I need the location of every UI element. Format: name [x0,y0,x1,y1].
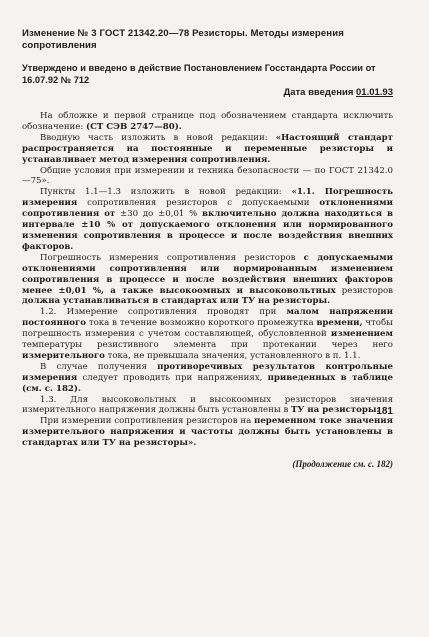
text-run: В случае получения [40,361,158,372]
text-run: сопротивления резисторов с допускаемыми [77,198,320,209]
text-run-bold: «Настоящий стандарт распространяется на постоянные и переменные резисторы и устанавливает метод измерения сопротивления. [22,132,393,165]
document-body [22,111,393,449]
text-run: резисторов [335,285,393,296]
text-run-bold: времени, [316,318,363,329]
paragraph-ac-measurement [22,416,393,449]
text-run: 1.3. Для высоковольтных и высокоомных резисторов значения измерительного напряжения должны быть установлены в [22,394,393,416]
text-run: тока, не превышала значения, установленного в п. 1.1. [104,350,361,361]
paragraph-error-high-precision [22,253,393,308]
paragraph-cover [22,111,393,133]
text-run-bold: переменном токе значения измерительного напряжения и частоты должны быть установлены в стандартах или ТУ на резисторы». [22,416,394,449]
text-run: 1.2. Измерение сопротивления проводят при [40,307,287,318]
paragraph-general-conditions: Общие условия при измерении и техника безопасности — по ГОСТ 21342.0—75». [22,165,393,187]
introduction-date [22,87,393,99]
text-run-bold: изменением [330,329,393,340]
paragraph-item-1-3 [22,395,393,417]
text-run: ±30 до ±0,01 % [115,209,203,220]
page-number: 181 [376,406,393,417]
introduction-date-value: 01.01.93 [356,87,393,98]
text-run: следует проводить при напряжениях, [77,372,268,383]
text-run: температуры резистивного элемента при протекании через него [22,340,393,351]
text-run-bold: ТУ на резисторы. [291,405,380,416]
text-run: На обложке и первой странице под обозначением стандарта исключить обозначение: [22,111,393,132]
continued-note: (Продолжение см. с. 182) [292,459,393,470]
paragraph-intro [22,133,393,166]
text-run-bold: приведенных в таблице (см. с. 182). [22,372,393,394]
paragraph-contradictory-results [22,362,393,395]
text-run: Погрешность измерения сопротивления резисторов [40,252,304,263]
amendment-title: Изменение № 3 ГОСТ 21342.20—78 Резисторы. Методы измерения сопротивления [22,28,344,51]
text-run-bold: включительно должна находиться в интервале ±10 % от допускаемого отклонения или нормированного изменения сопротивления в процессе и после воздействия внешних факторов. [22,209,394,252]
text-run-bold: малом напряжении постоянного [22,307,393,329]
text-run: Пункты 1.1—1.3 изложить в новой редакции: [40,187,292,198]
introduction-date-label: Дата введения [283,87,354,98]
text-run-bold: должна устанавливаться в стандартах или ТУ на резисторы. [22,296,331,307]
text-run-bold: противоречивых результатов контрольные измерения [22,361,394,383]
paragraph-item-1-1 [22,187,393,252]
approval-statement: Утверждено и введено в действие Постановлением Госстандарта России от 16.07.92 № 712 [22,63,376,85]
text-run-bold: «1.1. Погрешность измерения [22,187,394,209]
text-run-bold: отклонениями сопротивления от [22,198,393,220]
text-run: Вводную часть изложить в новой редакции: [40,132,276,143]
paragraph-item-1-2 [22,307,393,362]
text-run: чтобы погрешность измерения с учетом составляющей, обусловленной [22,318,393,340]
text-run-bold: (СТ СЭВ 2747—80). [86,121,182,132]
text-run: тока в течение возможно короткого промежутка [85,318,317,329]
text-run: При измерении сопротивления резисторов на [40,416,255,427]
text-run-bold: с допускаемыми отклонениями сопротивления или нормированным изменением сопротивления в процессе и после воздействия внешних факторов менее ±0,01 %, а также высокоомных и высоковольтных [22,252,393,296]
text-run-bold: измерительного [22,350,105,361]
